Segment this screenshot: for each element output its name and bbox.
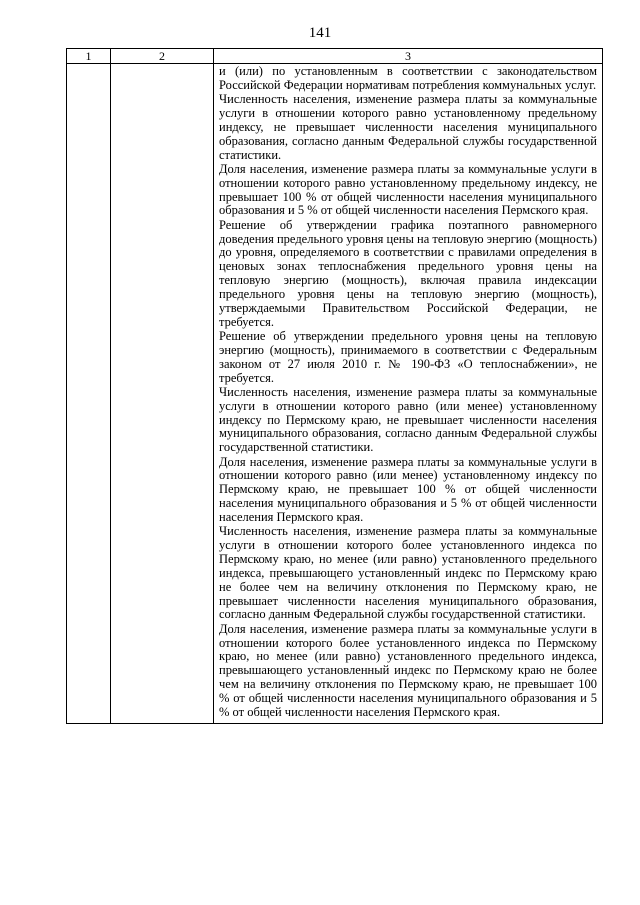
paragraph: Решение об утверждении графика поэтапного равномерного доведения предельного уровня цены на тепловую энергию (мощность) до уровня, определяемого в соответствии с правилами определения в ценовых зонах теплоснабжения предельного уровня цены на тепловую энергию (мощность), включая правила индексации предельного уровня цены на тепловую энергию (мощность), утверждаемыми Правительством Российской Федерации, не требуется.: [219, 217, 597, 329]
paragraph: Доля населения, изменение размера платы за коммунальные услуги в отношении которого более установленного индекса по Пермскому краю, но менее (или равно) установленного предельного индекса, превышающего установленный индекс по Пермскому краю не более чем на величину отклонения по Пермскому краю, не превышает 100 % от общей численности населения муниципального образования и 5 % от общей численности населения Пермского края.: [219, 621, 597, 719]
paragraph: Численность населения, изменение размера платы за коммунальные услуги в отношении которого более установленного индекса по Пермскому краю, но менее (или равно) установленного предельного индекса, превышающего установленный индекс по Пермскому краю не более чем на величину отклонения по Пермскому краю, не превышает численности населения муниципального образования, согласно данным Федеральной службы государственной статистики.: [219, 524, 597, 622]
table-header-row: [67, 49, 603, 64]
header-col-3: 3: [214, 49, 603, 64]
header-col-2: 2: [111, 49, 214, 64]
cell-text: [214, 64, 602, 723]
table-body-row: [67, 64, 603, 724]
paragraph: Решение об утверждении предельного уровня цены на тепловую энергию (мощность), принимаемого в соответствии с Федеральным законом от 27 июля 2010 г. № 190-ФЗ «О теплоснабжении», не требуется.: [219, 329, 597, 385]
header-col-1: 1: [67, 49, 111, 64]
paragraph: Численность населения, изменение размера платы за коммунальные услуги в отношении которого равно (или менее) установленному индексу по Пермскому краю, не превышает численности населения муниципального образования, согласно данным Федеральной службы государственной статистики.: [219, 384, 597, 455]
paragraph: и (или) по установленным в соответствии с законодательством Российской Федерации нормативам потребления коммунальных услуг.: [219, 64, 597, 92]
cell-col-1: [67, 64, 111, 724]
content-table: [66, 48, 603, 724]
paragraph: Численность населения, изменение размера платы за коммунальные услуги в отношении которого равно установленному предельному индексу, не превышает численности населения муниципального образования, согласно данным Федеральной службы государственной статистики.: [219, 92, 597, 162]
paragraph: Доля населения, изменение размера платы за коммунальные услуги в отношении которого равно установленному предельному индексу, не превышает 100 % от общей численности населения муниципального образования и 5 % от общей численности населения Пермского края.: [219, 161, 597, 218]
cell-col-2: [111, 64, 214, 724]
paragraph: Доля населения, изменение размера платы за коммунальные услуги в отношении которого равно (или менее) установленному индексу по Пермскому краю, не превышает 100 % от общей численности населения муниципального образования и 5 % от общей численности населения Пермского края.: [219, 454, 597, 524]
cell-col-3: [214, 64, 603, 724]
page-number: 141: [308, 25, 332, 41]
